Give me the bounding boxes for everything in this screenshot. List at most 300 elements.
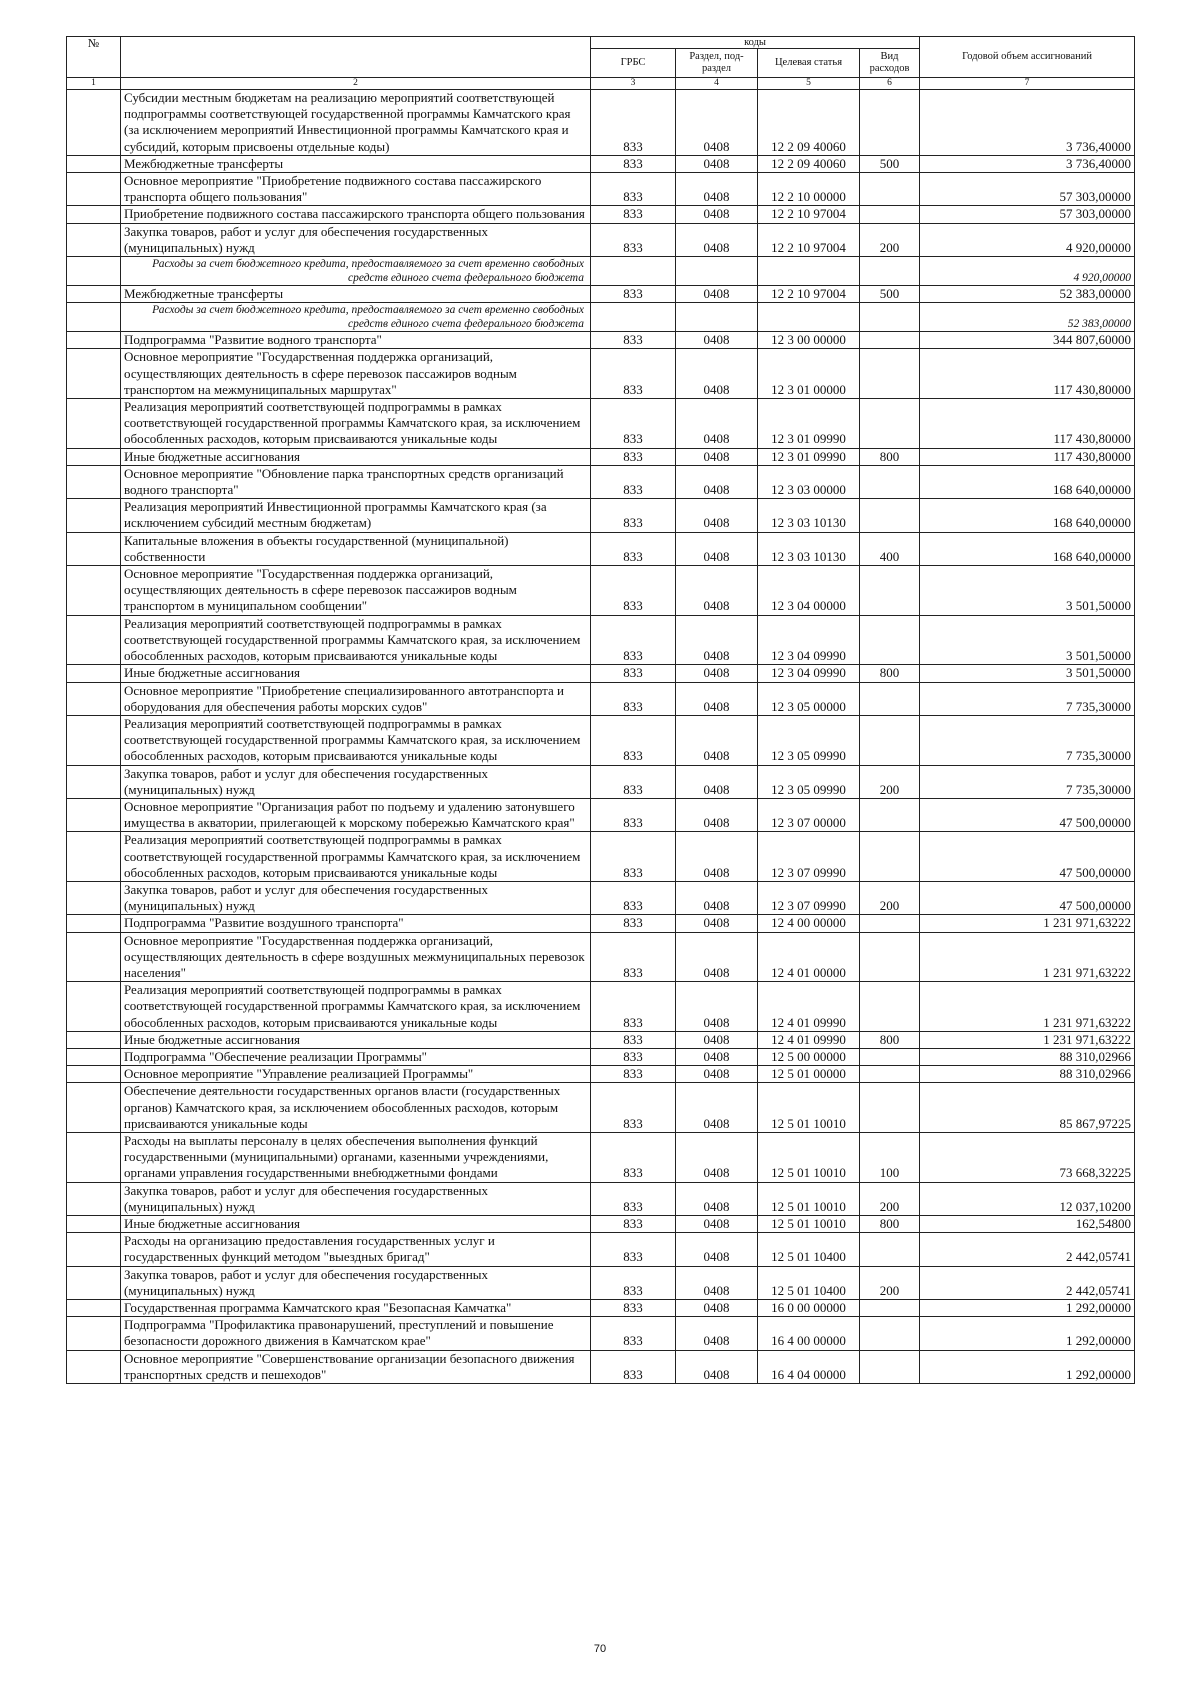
grbs-code: 833 (591, 798, 676, 831)
row-number (67, 223, 121, 256)
section-code: 0408 (676, 332, 758, 349)
annual-amount: 2 442,05741 (920, 1266, 1135, 1299)
item-name: Реализация мероприятий соответствующей подпрограммы в рамках соответствующей государственной программы Камчатского края, за исключением обособленных расходов, которым присваиваются уникальные коды (121, 832, 591, 882)
item-name: Иные бюджетные ассигнования (121, 1031, 591, 1048)
grbs-code: 833 (591, 881, 676, 914)
target-article-code: 12 2 10 97004 (758, 223, 860, 256)
expense-type-code (860, 1350, 920, 1383)
section-code: 0408 (676, 223, 758, 256)
target-article-code: 12 3 05 09990 (758, 765, 860, 798)
row-number (67, 349, 121, 399)
annual-amount: 344 807,60000 (920, 332, 1135, 349)
item-name: Межбюджетные трансферты (121, 155, 591, 172)
grbs-code: 833 (591, 982, 676, 1032)
table-row (67, 532, 1135, 565)
item-name: Подпрограмма "Обеспечение реализации Программы" (121, 1048, 591, 1065)
target-article-code: 12 3 07 09990 (758, 881, 860, 914)
annual-amount: 2 442,05741 (920, 1233, 1135, 1266)
item-name: Закупка товаров, работ и услуг для обеспечения государственных (муниципальных) нужд (121, 765, 591, 798)
grbs-code: 833 (591, 1300, 676, 1317)
section-code: 0408 (676, 399, 758, 449)
section-code: 0408 (676, 1182, 758, 1215)
table-row (67, 1182, 1135, 1215)
expense-type-code (860, 465, 920, 498)
target-article-code: 16 4 00 00000 (758, 1317, 860, 1350)
grbs-code: 833 (591, 155, 676, 172)
row-number (67, 332, 121, 349)
grbs-code: 833 (591, 532, 676, 565)
grbs-code: 833 (591, 465, 676, 498)
section-code: 0408 (676, 832, 758, 882)
annual-amount: 73 668,32225 (920, 1132, 1135, 1182)
expense-type-code: 800 (860, 1031, 920, 1048)
row-number (67, 915, 121, 932)
item-name: Иные бюджетные ассигнования (121, 448, 591, 465)
grbs-code: 833 (591, 1233, 676, 1266)
row-number (67, 173, 121, 206)
expense-type-code (860, 932, 920, 982)
expense-type-code (860, 206, 920, 223)
table-row (67, 1083, 1135, 1133)
expense-type-code: 200 (860, 881, 920, 914)
row-number (67, 665, 121, 682)
target-article-code: 16 4 04 00000 (758, 1350, 860, 1383)
table-row (67, 173, 1135, 206)
target-article-code: 12 5 01 10010 (758, 1216, 860, 1233)
section-code: 0408 (676, 715, 758, 765)
row-number (67, 1216, 121, 1233)
target-article-code: 12 3 07 00000 (758, 798, 860, 831)
table-row (67, 1066, 1135, 1083)
item-name: Закупка товаров, работ и услуг для обеспечения государственных (муниципальных) нужд (121, 1182, 591, 1215)
expense-type-code: 200 (860, 765, 920, 798)
target-article-code: 12 3 03 10130 (758, 499, 860, 532)
row-number (67, 1317, 121, 1350)
section-code (676, 303, 758, 332)
item-name: Основное мероприятие "Государственная поддержка организаций, осуществляющих деятельность в сфере воздушных межмуниципальных перевозок населения" (121, 932, 591, 982)
annual-amount: 4 920,00000 (920, 257, 1135, 286)
grbs-code: 833 (591, 1266, 676, 1299)
row-number (67, 206, 121, 223)
section-code: 0408 (676, 615, 758, 665)
annual-amount: 3 736,40000 (920, 155, 1135, 172)
expense-type-code: 100 (860, 1132, 920, 1182)
grbs-code: 833 (591, 399, 676, 449)
grbs-code: 833 (591, 765, 676, 798)
target-article-code: 12 2 10 97004 (758, 206, 860, 223)
expense-type-code (860, 915, 920, 932)
row-number (67, 715, 121, 765)
section-code: 0408 (676, 1048, 758, 1065)
grbs-code: 833 (591, 932, 676, 982)
row-number (67, 286, 121, 303)
table-row (67, 1031, 1135, 1048)
table-row (67, 1048, 1135, 1065)
table-row (67, 1300, 1135, 1317)
table-row (67, 332, 1135, 349)
row-number (67, 881, 121, 914)
row-number (67, 832, 121, 882)
expense-type-code (860, 1300, 920, 1317)
item-name: Подпрограмма "Профилактика правонарушений, преступлений и повышение безопасности дорожного движения в Камчатском крае" (121, 1317, 591, 1350)
target-article-code: 12 3 04 00000 (758, 566, 860, 616)
annual-amount: 57 303,00000 (920, 206, 1135, 223)
table-row (67, 155, 1135, 172)
grbs-code: 833 (591, 1350, 676, 1383)
annual-amount: 4 920,00000 (920, 223, 1135, 256)
row-number (67, 1066, 121, 1083)
grbs-code: 833 (591, 1031, 676, 1048)
budget-table (66, 36, 1135, 1384)
row-number (67, 765, 121, 798)
annual-amount: 52 383,00000 (920, 303, 1135, 332)
expense-type-code: 500 (860, 155, 920, 172)
item-name: Основное мероприятие "Управление реализацией Программы" (121, 1066, 591, 1083)
grbs-code (591, 303, 676, 332)
target-article-code: 12 3 01 09990 (758, 399, 860, 449)
target-article-code (758, 303, 860, 332)
table-row (67, 223, 1135, 256)
target-article-code: 12 3 01 09990 (758, 448, 860, 465)
item-name: Обеспечение деятельности государственных органов власти (государственных органов) Камчатского края, за исключением обособленных расходов, которым присваиваются уникальные коды (121, 1083, 591, 1133)
table-row (67, 932, 1135, 982)
table-row (67, 286, 1135, 303)
annual-amount: 3 501,50000 (920, 615, 1135, 665)
annual-amount: 3 501,50000 (920, 566, 1135, 616)
item-name: Основное мероприятие "Государственная поддержка организаций, осуществляющих деятельность в сфере перевозок пассажиров водным транспортом на межмуниципальных маршрутах" (121, 349, 591, 399)
grbs-code: 833 (591, 665, 676, 682)
grbs-code: 833 (591, 499, 676, 532)
section-code: 0408 (676, 206, 758, 223)
note-row (67, 303, 1135, 332)
item-name: Закупка товаров, работ и услуг для обеспечения государственных (муниципальных) нужд (121, 223, 591, 256)
target-article-code: 12 4 01 09990 (758, 982, 860, 1032)
section-code: 0408 (676, 155, 758, 172)
expense-type-code (860, 1048, 920, 1065)
item-name: Расходы на выплаты персоналу в целях обеспечения выполнения функций государственными (муниципальными) органами, казенными учреждениями, органами управления государственными внебюджетными фондами (121, 1132, 591, 1182)
table-row (67, 1266, 1135, 1299)
expense-type-code: 400 (860, 532, 920, 565)
annual-amount: 117 430,80000 (920, 349, 1135, 399)
target-article-code: 12 3 04 09990 (758, 665, 860, 682)
annual-amount: 88 310,02966 (920, 1066, 1135, 1083)
note-row (67, 257, 1135, 286)
section-code: 0408 (676, 286, 758, 303)
annual-amount: 3 736,40000 (920, 90, 1135, 156)
item-name: Иные бюджетные ассигнования (121, 665, 591, 682)
expense-type-code: 200 (860, 1266, 920, 1299)
grbs-code: 833 (591, 173, 676, 206)
row-number (67, 532, 121, 565)
item-name: Основное мероприятие "Обновление парка транспортных средств организаций водного транспорта" (121, 465, 591, 498)
annual-amount: 168 640,00000 (920, 465, 1135, 498)
target-article-code (758, 257, 860, 286)
annual-amount: 88 310,02966 (920, 1048, 1135, 1065)
section-code: 0408 (676, 1350, 758, 1383)
section-code: 0408 (676, 465, 758, 498)
section-code: 0408 (676, 448, 758, 465)
row-number (67, 90, 121, 156)
item-name: Капитальные вложения в объекты государственной (муниципальной) собственности (121, 532, 591, 565)
table-row (67, 566, 1135, 616)
annual-amount: 12 037,10200 (920, 1182, 1135, 1215)
table-row (67, 1317, 1135, 1350)
colnum-7: 7 (920, 78, 1135, 90)
section-code: 0408 (676, 665, 758, 682)
expense-type-code (860, 332, 920, 349)
grbs-code: 833 (591, 715, 676, 765)
expense-type-code (860, 682, 920, 715)
item-name: Межбюджетные трансферты (121, 286, 591, 303)
target-article-code: 12 4 01 00000 (758, 932, 860, 982)
row-number (67, 1182, 121, 1215)
item-name: Государственная программа Камчатского края "Безопасная Камчатка" (121, 1300, 591, 1317)
header-name (121, 37, 591, 78)
row-number (67, 1300, 121, 1317)
expense-type-code (860, 349, 920, 399)
target-article-code: 12 2 09 40060 (758, 155, 860, 172)
header-no: № (67, 37, 121, 78)
target-article-code: 12 5 01 10010 (758, 1083, 860, 1133)
annual-amount: 168 640,00000 (920, 532, 1135, 565)
row-number (67, 499, 121, 532)
grbs-code: 833 (591, 1317, 676, 1350)
section-code: 0408 (676, 682, 758, 715)
expense-type-code (860, 1233, 920, 1266)
annual-amount: 1 231 971,63222 (920, 915, 1135, 932)
item-name: Субсидии местным бюджетам на реализацию мероприятий соответствующей подпрограммы соответствующей государственной программы Камчатского края (за исключением мероприятий Инвестиционной программы Камчатского края и субсидий, которым присвоены отдельные коды) (121, 90, 591, 156)
target-article-code: 12 3 05 09990 (758, 715, 860, 765)
expense-type-code (860, 303, 920, 332)
table-row (67, 615, 1135, 665)
item-name: Основное мероприятие "Приобретение специализированного автотранспорта и оборудования для обеспечения работы морских судов" (121, 682, 591, 715)
section-code: 0408 (676, 1216, 758, 1233)
grbs-code: 833 (591, 448, 676, 465)
expense-type-code (860, 715, 920, 765)
target-article-code: 12 5 01 10400 (758, 1266, 860, 1299)
colnum-3: 3 (591, 78, 676, 90)
expense-type-code (860, 566, 920, 616)
header-vid: Вид расходов (860, 49, 920, 78)
target-article-code: 12 4 01 09990 (758, 1031, 860, 1048)
grbs-code: 833 (591, 90, 676, 156)
table-row (67, 90, 1135, 156)
expense-type-code: 200 (860, 1182, 920, 1215)
grbs-code: 833 (591, 1216, 676, 1233)
row-number (67, 615, 121, 665)
section-code: 0408 (676, 1266, 758, 1299)
colnum-2: 2 (121, 78, 591, 90)
table-row (67, 349, 1135, 399)
row-number (67, 303, 121, 332)
item-name: Реализация мероприятий Инвестиционной программы Камчатского края (за исключением субсидий местным бюджетам) (121, 499, 591, 532)
grbs-code: 833 (591, 1083, 676, 1133)
grbs-code: 833 (591, 286, 676, 303)
item-name: Расходы за счет бюджетного кредита, предоставляемого за счет временно свободных средств единого счета федерального бюджета (121, 303, 591, 332)
table-row (67, 465, 1135, 498)
table-row (67, 881, 1135, 914)
annual-amount: 1 292,00000 (920, 1317, 1135, 1350)
colnum-1: 1 (67, 78, 121, 90)
annual-amount: 57 303,00000 (920, 173, 1135, 206)
grbs-code: 833 (591, 915, 676, 932)
grbs-code: 833 (591, 1048, 676, 1065)
item-name: Основное мероприятие "Совершенствование организации безопасного движения транспортных средств и пешеходов" (121, 1350, 591, 1383)
section-code: 0408 (676, 349, 758, 399)
section-code: 0408 (676, 499, 758, 532)
header-razdel: Раздел, под-раздел (676, 49, 758, 78)
target-article-code: 12 3 00 00000 (758, 332, 860, 349)
row-number (67, 1031, 121, 1048)
table-row (67, 448, 1135, 465)
table-row (67, 682, 1135, 715)
annual-amount: 1 231 971,63222 (920, 982, 1135, 1032)
target-article-code: 12 2 10 97004 (758, 286, 860, 303)
document-page (66, 36, 1134, 1384)
section-code: 0408 (676, 1132, 758, 1182)
expense-type-code (860, 1066, 920, 1083)
annual-amount: 117 430,80000 (920, 448, 1135, 465)
target-article-code: 16 0 00 00000 (758, 1300, 860, 1317)
item-name: Подпрограмма "Развитие воздушного транспорта" (121, 915, 591, 932)
row-number (67, 682, 121, 715)
item-name: Иные бюджетные ассигнования (121, 1216, 591, 1233)
table-row (67, 798, 1135, 831)
target-article-code: 12 3 03 10130 (758, 532, 860, 565)
item-name: Закупка товаров, работ и услуг для обеспечения государственных (муниципальных) нужд (121, 881, 591, 914)
annual-amount: 47 500,00000 (920, 832, 1135, 882)
table-row (67, 915, 1135, 932)
table-row (67, 1233, 1135, 1266)
expense-type-code (860, 90, 920, 156)
row-number (67, 798, 121, 831)
annual-amount: 1 292,00000 (920, 1300, 1135, 1317)
grbs-code: 833 (591, 349, 676, 399)
table-row (67, 499, 1135, 532)
row-number (67, 448, 121, 465)
annual-amount: 1 231 971,63222 (920, 932, 1135, 982)
table-row (67, 1350, 1135, 1383)
annual-amount: 47 500,00000 (920, 798, 1135, 831)
item-name: Реализация мероприятий соответствующей подпрограммы в рамках соответствующей государственной программы Камчатского края, за исключением обособленных расходов, которым присваиваются уникальные коды (121, 399, 591, 449)
table-row (67, 1216, 1135, 1233)
section-code: 0408 (676, 1233, 758, 1266)
target-article-code: 12 3 04 09990 (758, 615, 860, 665)
table-row (67, 832, 1135, 882)
table-row (67, 665, 1135, 682)
grbs-code: 833 (591, 223, 676, 256)
section-code (676, 257, 758, 286)
item-name: Реализация мероприятий соответствующей подпрограммы в рамках соответствующей государственной программы Камчатского края, за исключением обособленных расходов, которым присваиваются уникальные коды (121, 982, 591, 1032)
expense-type-code: 500 (860, 286, 920, 303)
target-article-code: 12 5 01 10010 (758, 1132, 860, 1182)
annual-amount: 162,54800 (920, 1216, 1135, 1233)
expense-type-code: 800 (860, 665, 920, 682)
row-number (67, 1233, 121, 1266)
row-number (67, 1132, 121, 1182)
section-code: 0408 (676, 1300, 758, 1317)
expense-type-code (860, 1083, 920, 1133)
section-code: 0408 (676, 915, 758, 932)
annual-amount: 7 735,30000 (920, 765, 1135, 798)
grbs-code: 833 (591, 615, 676, 665)
target-article-code: 12 3 07 09990 (758, 832, 860, 882)
expense-type-code: 200 (860, 223, 920, 256)
grbs-code (591, 257, 676, 286)
section-code: 0408 (676, 173, 758, 206)
table-row (67, 1132, 1135, 1182)
page-number: 70 (593, 1643, 607, 1655)
annual-amount: 1 292,00000 (920, 1350, 1135, 1383)
item-name: Приобретение подвижного состава пассажирского транспорта общего пользования (121, 206, 591, 223)
section-code: 0408 (676, 881, 758, 914)
annual-amount: 85 867,97225 (920, 1083, 1135, 1133)
table-row (67, 765, 1135, 798)
section-code: 0408 (676, 566, 758, 616)
annual-amount: 1 231 971,63222 (920, 1031, 1135, 1048)
expense-type-code (860, 1317, 920, 1350)
expense-type-code: 800 (860, 448, 920, 465)
section-code: 0408 (676, 1317, 758, 1350)
expense-type-code (860, 399, 920, 449)
grbs-code: 833 (591, 332, 676, 349)
row-number (67, 465, 121, 498)
expense-type-code (860, 832, 920, 882)
section-code: 0408 (676, 1066, 758, 1083)
section-code: 0408 (676, 1031, 758, 1048)
item-name: Закупка товаров, работ и услуг для обеспечения государственных (муниципальных) нужд (121, 1266, 591, 1299)
row-number (67, 399, 121, 449)
grbs-code: 833 (591, 1066, 676, 1083)
target-article-code: 12 5 01 10010 (758, 1182, 860, 1215)
row-number (67, 155, 121, 172)
row-number (67, 1266, 121, 1299)
target-article-code: 12 5 01 00000 (758, 1066, 860, 1083)
target-article-code: 12 2 09 40060 (758, 90, 860, 156)
grbs-code: 833 (591, 832, 676, 882)
target-article-code: 12 5 00 00000 (758, 1048, 860, 1065)
section-code: 0408 (676, 798, 758, 831)
grbs-code: 833 (591, 566, 676, 616)
item-name: Реализация мероприятий соответствующей подпрограммы в рамках соответствующей государственной программы Камчатского края, за исключением обособленных расходов, которым присваиваются уникальные коды (121, 615, 591, 665)
grbs-code: 833 (591, 206, 676, 223)
target-article-code: 12 3 03 00000 (758, 465, 860, 498)
row-number (67, 1350, 121, 1383)
target-article-code: 12 3 05 00000 (758, 682, 860, 715)
item-name: Реализация мероприятий соответствующей подпрограммы в рамках соответствующей государственной программы Камчатского края, за исключением обособленных расходов, которым присваиваются уникальные коды (121, 715, 591, 765)
row-number (67, 1083, 121, 1133)
annual-amount: 117 430,80000 (920, 399, 1135, 449)
row-number (67, 1048, 121, 1065)
item-name: Основное мероприятие "Организация работ по подъему и удалению затонувшего имущества в акватории, прилегающей к морскому побережью Камчатского края" (121, 798, 591, 831)
grbs-code: 833 (591, 682, 676, 715)
table-row (67, 399, 1135, 449)
expense-type-code (860, 173, 920, 206)
colnum-6: 6 (860, 78, 920, 90)
table-row (67, 982, 1135, 1032)
target-article-code: 12 4 00 00000 (758, 915, 860, 932)
expense-type-code (860, 982, 920, 1032)
section-code: 0408 (676, 932, 758, 982)
annual-amount: 52 383,00000 (920, 286, 1135, 303)
colnum-5: 5 (758, 78, 860, 90)
item-name: Расходы за счет бюджетного кредита, предоставляемого за счет временно свободных средств единого счета федерального бюджета (121, 257, 591, 286)
target-article-code: 12 5 01 10400 (758, 1233, 860, 1266)
item-name: Подпрограмма "Развитие водного транспорта" (121, 332, 591, 349)
expense-type-code (860, 798, 920, 831)
header-codes: коды (591, 37, 920, 49)
item-name: Основное мероприятие "Государственная поддержка организаций, осуществляющих деятельность в сфере перевозок пассажиров водным транспортом в муниципальном сообщении" (121, 566, 591, 616)
